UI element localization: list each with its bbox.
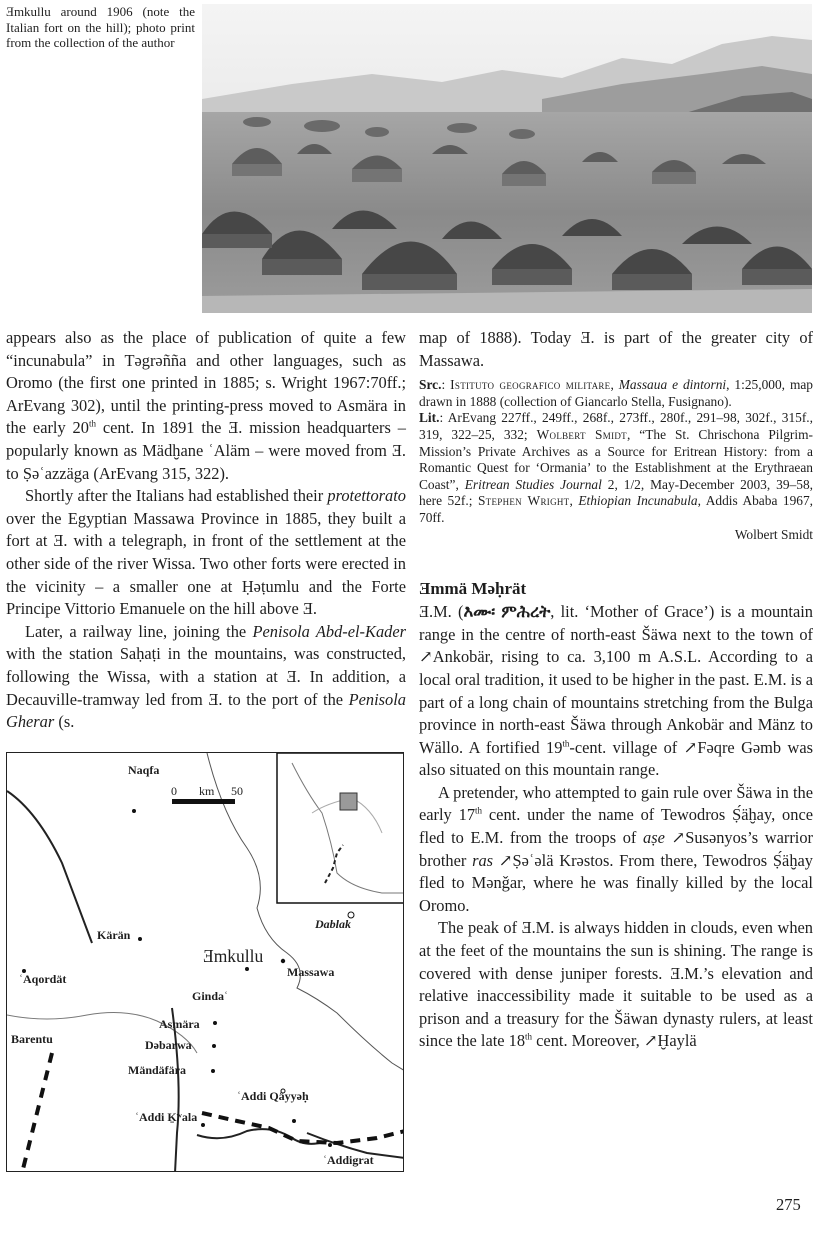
text-run: cent. under the name of Tewodros Ṣ́äḫay, once fled to E.M. from the troops of — [419, 805, 813, 848]
author-name: Wolbert Smidt — [536, 426, 627, 442]
author-name: Istituto geografico militare — [450, 377, 611, 393]
italic-term: aṣe — [643, 828, 665, 848]
italic-title: Ethiopian Incunabula — [578, 493, 698, 509]
sources-block — [419, 377, 813, 410]
map-label-addi-kwala: ʿAddi K̠ʷala — [135, 1110, 198, 1124]
text-run: : ArEvang 227ff., 249ff., 268f., 273ff., 280f., 291–98, 302f., 315f., 319, 322–25, 332; — [419, 410, 813, 442]
text-run: , “The St. Chrischona Pilgrim-Mission’s Private Archives as a Source for Eritrean History: from a Romantic Quest for ‘Ormania’ to the Establishment at the Erythraean Coast”, — [419, 426, 813, 492]
paragraph — [6, 485, 406, 621]
page-number: 275 — [776, 1195, 801, 1214]
scale-label-zero: 0 — [171, 784, 177, 798]
map-label-karan: Kärän — [97, 928, 131, 942]
scale-bar — [172, 799, 235, 804]
text-run: 2, 1/2, May-December 2003, 39–58, here 52f.; — [419, 476, 813, 509]
italic-term: Penisola Abd-el-Kader — [252, 621, 406, 641]
literature-block — [419, 410, 813, 526]
scale-label-unit: km — [199, 784, 215, 798]
italic-title: Massaua e dintorni — [618, 377, 727, 393]
town-dot — [328, 1143, 332, 1147]
map-label-ginda: Gindaʿ — [192, 989, 229, 1003]
text-run: , — [569, 493, 579, 509]
historical-photo — [202, 4, 812, 313]
superscript: th — [88, 418, 96, 429]
paragraph — [419, 601, 813, 782]
italic-term: Penisola Gherar — [6, 689, 406, 732]
author-name: Stephen Wright — [477, 493, 570, 509]
superscript: th — [562, 738, 570, 749]
map-label-dablak: Dablak — [315, 917, 351, 931]
text-run: with the station Saḥaṭi in the mountains, was constructed, following the Wissa, with a station at Ǝ. In addition, a Decauville-tramway led from Ǝ. to the port of the — [6, 644, 406, 709]
border-line — [7, 791, 92, 943]
map-label-addi-qayyah: ʿAddi Qäyyəḥ — [237, 1089, 309, 1103]
author-signature: Wolbert Smidt — [734, 526, 813, 542]
italic-term: ras — [472, 850, 494, 870]
superscript: th — [475, 806, 483, 816]
paragraph — [419, 917, 813, 1053]
sources-label: Src. — [419, 377, 442, 393]
border-line — [22, 1053, 52, 1172]
superscript: th — [525, 1031, 533, 1042]
photo-caption-text: Ǝmkullu around 1906 (note the Italian fort on the hill); photo print from the collection of the author — [6, 4, 195, 50]
text-run: , 1:25,000, map drawn in 1888 (collection of Giancarlo Stella, Fusignano). — [419, 377, 813, 409]
photo-caption — [6, 4, 195, 51]
map-label-emkullu: Ǝmkullu — [203, 946, 264, 966]
location-map — [6, 752, 404, 1172]
town-dot — [138, 937, 142, 941]
text-run: appears also as the place of publication of quite a few “incunabula” in Təgrəñña and other languages, such as Oromo (the first one printed in 1885; s. Wright 1967:70ff.; ArEvang 302), until the printing-press moved to Asmära in the early 20 — [6, 328, 406, 438]
text-run: A pretender, who attempted to gain rule over Šäwa in the early 17 — [419, 782, 813, 825]
map-label-mandafara: Mändäfära — [128, 1063, 186, 1077]
town-dot — [212, 1044, 216, 1048]
text-run: Later, a railway line, joining the — [25, 621, 253, 641]
map-label-addigrat: ʿAddigrat — [323, 1153, 374, 1167]
paragraph: map of 1888). Today Ǝ. is part of the greater city of Massawa. — [419, 328, 813, 370]
text-run: -cent. village of ↗Fəqre Gəmb was also situated on this mountain range. — [419, 737, 813, 780]
text-run: Ǝ.M. ( — [419, 602, 464, 622]
town-dot — [213, 1021, 217, 1025]
text-run: ↗Ṣəʿəlä Krəstos. From there, Tewodros Ṣ́äḫay fled to Mənǧar, where he was finally killed by the local Oromo. — [419, 850, 813, 915]
text-run: cent. Moreover, ↗Ḫaylä — [532, 1031, 697, 1051]
inset-map — [277, 753, 404, 903]
paragraph — [6, 621, 406, 734]
town-dot — [201, 1123, 205, 1127]
photo-illustration — [202, 4, 812, 313]
paragraph — [419, 782, 813, 918]
text-run: ↗Susənyos’s warrior brother — [419, 828, 813, 870]
scale-label-fifty: 50 — [231, 784, 243, 798]
ethiopic-name: እሙ፡ ምሕረት — [463, 602, 551, 622]
text-run: , — [610, 377, 619, 393]
paragraph — [6, 327, 406, 485]
text-run: over the Egyptian Massawa Province in 1885, they built a fort at Ǝ. with a telegraph, in front of the settlement at the other side of the river Wissa. Two other forts were erected in the vicinity – a smaller one at Ḥəṭumlu and the Forte Principe Vittorio Emanuele on the hill above Ǝ. — [6, 508, 406, 619]
map-label-agordat: ʿAqordät — [19, 972, 67, 986]
town-dot — [132, 809, 136, 813]
town-dot — [292, 1119, 296, 1123]
text-run: The peak of Ǝ.M. is always hidden in clouds, even when at the feet of the mountains the sun is shining. The range is covered with dense juniper forests. Ǝ.M.’s elevation and relative inaccessibility made it suitable to be used as a prison and a treasury for the Šäwan dynasty rulers, at least since the late 18 — [419, 918, 813, 1051]
text-run: cent. In 1891 the Ǝ. mission headquarters – popularly known as Mädḫane ʿAläm – were moved from Ǝ. to Ṣəʿazzäga (ArEvang 315, 322). — [6, 418, 406, 483]
map-label-barentu: Barentu — [11, 1032, 53, 1046]
inset-highlight — [340, 793, 357, 810]
map-label-massawa: Massawa — [287, 965, 335, 979]
text-run: , Addis Ababa 1967, 70ff. — [419, 493, 814, 525]
literature-label: Lit. — [419, 410, 440, 426]
right-column — [419, 327, 813, 1053]
text-run: Shortly after the Italians had established their — [25, 486, 328, 506]
map-label-asmara: Asmära — [159, 1017, 200, 1031]
italic-title: Eritrean Studies Journal — [464, 476, 602, 492]
town-dot — [245, 967, 249, 971]
town-dot — [281, 959, 285, 963]
town-dot — [211, 1069, 215, 1073]
italic-term: protettorato — [327, 486, 406, 506]
map-label-dabarwa: Dəbarwa — [145, 1038, 192, 1052]
entry-heading: Ǝmmä Məḥrät — [419, 579, 527, 599]
text-run: , lit. ‘Mother of Grace’) is a mountain range in the centre of north-east Šäwa next to the town of ↗Ankobär, rising to ca. 3,100 m A.S.L. According to a local oral tradition, it used to be higher in the past. E.M. is a part of a long chain of mountains stretching from the Bulga province in north-east Šäwa through Ankobär and Mänz to Wällo. A fortified 19 — [419, 602, 814, 757]
map-label-naqfa: Naqfa — [128, 763, 160, 777]
text-run: (s. — [54, 712, 75, 732]
left-column — [6, 327, 406, 734]
border-line — [202, 1113, 404, 1143]
text-run: : — [441, 377, 451, 393]
